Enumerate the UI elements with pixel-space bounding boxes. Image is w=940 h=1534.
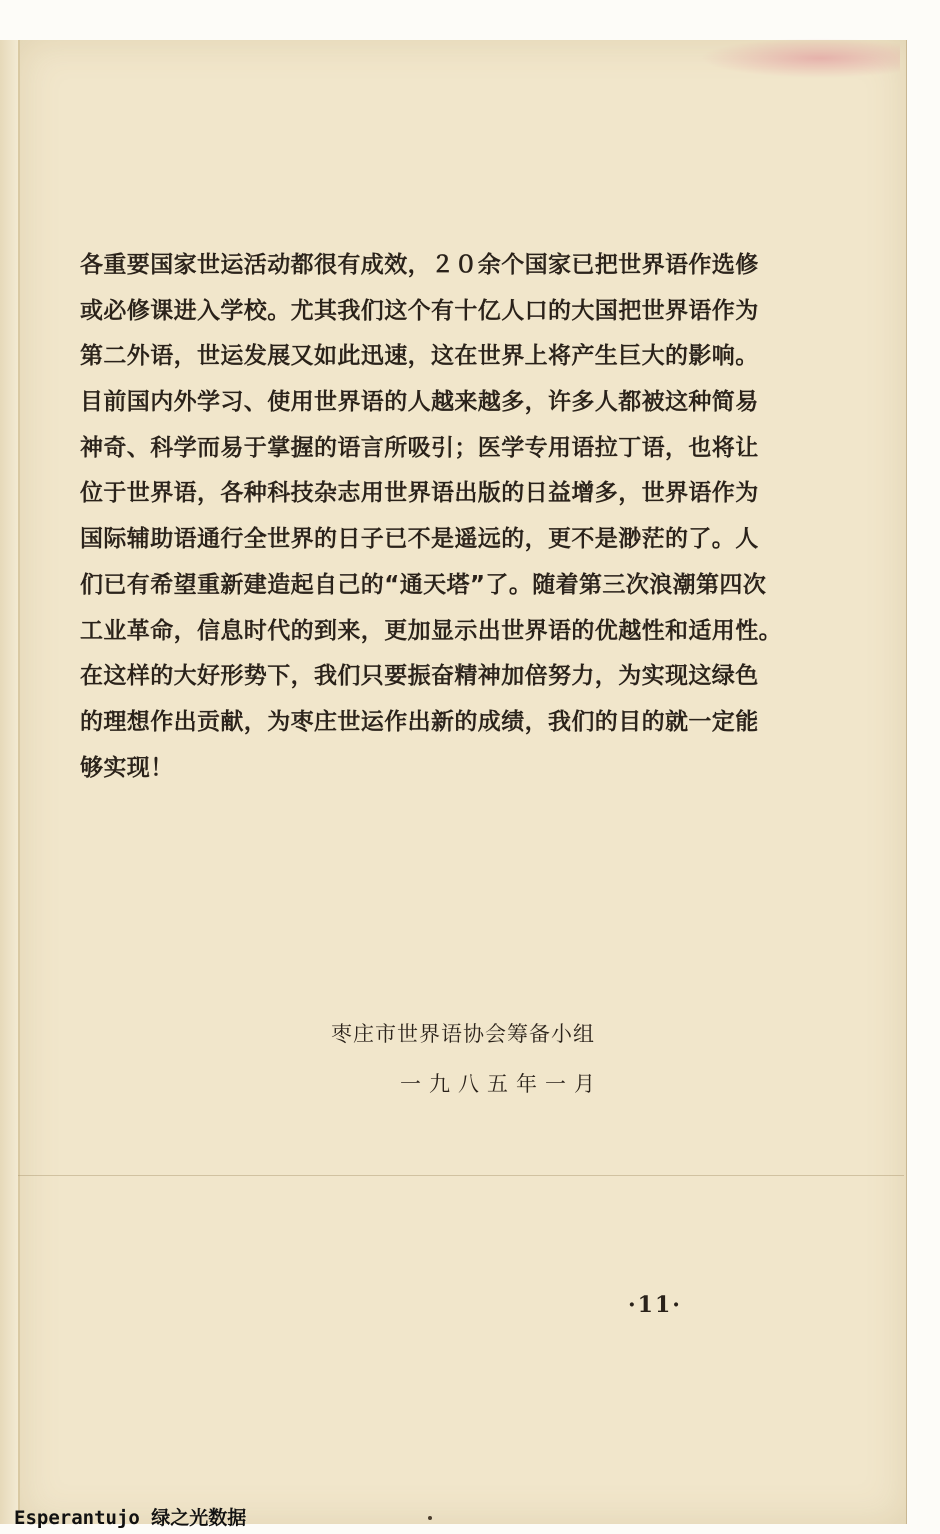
body-line: 的理想作出贡献，为枣庄世运作出新的成绩，我们的目的就一定能 — [80, 708, 759, 735]
body-line: 够实现！ — [80, 754, 174, 781]
pink-stain-mark — [700, 38, 900, 78]
body-line: 在这样的大好形势下，我们只要振奋精神加倍努力，为实现这绿色 — [80, 663, 759, 690]
signature-date: 一九八五年一月 — [400, 1072, 603, 1096]
body-line: 们已有希望重新建造起自己的“通天塔”了。随着第三次浪潮第四次 — [80, 571, 767, 598]
body-line: 各重要国家世运活动都很有成效，２０余个国家已把世界语作选修 — [80, 252, 759, 278]
page-fold-line — [18, 1175, 904, 1176]
dust-speck — [428, 1516, 432, 1520]
body-line: 位于世界语，各种科技杂志用世界语出版的日益增多，世界语作为 — [80, 480, 759, 507]
body-line: 国际辅助语通行全世界的日子已不是遥远的，更不是渺茫的了。人 — [80, 526, 759, 553]
body-line: 工业革命，信息时代的到来，更加显示出世界语的优越性和适用性。 — [80, 617, 782, 644]
body-line: 第二外语，世运发展又如此迅速，这在世界上将产生巨大的影响。 — [80, 343, 759, 370]
signature-organization: 枣庄市世界语协会筹备小组 — [331, 1022, 595, 1046]
page-number: ·11· — [628, 1292, 682, 1318]
body-line: 或必修课进入学校。尤其我们这个有十亿人口的大国把世界语作为 — [80, 297, 759, 324]
body-line: 目前国内外学习、使用世界语的人越来越多，许多人都被这种简易 — [80, 389, 759, 416]
body-paragraph — [80, 243, 820, 791]
adjacent-page-edge — [0, 40, 19, 1524]
body-line: 神奇、科学而易于掌握的语言所吸引；医学专用语拉丁语，也将让 — [80, 434, 759, 461]
watermark-text: Esperantujo 绿之光数据 — [14, 1507, 247, 1529]
